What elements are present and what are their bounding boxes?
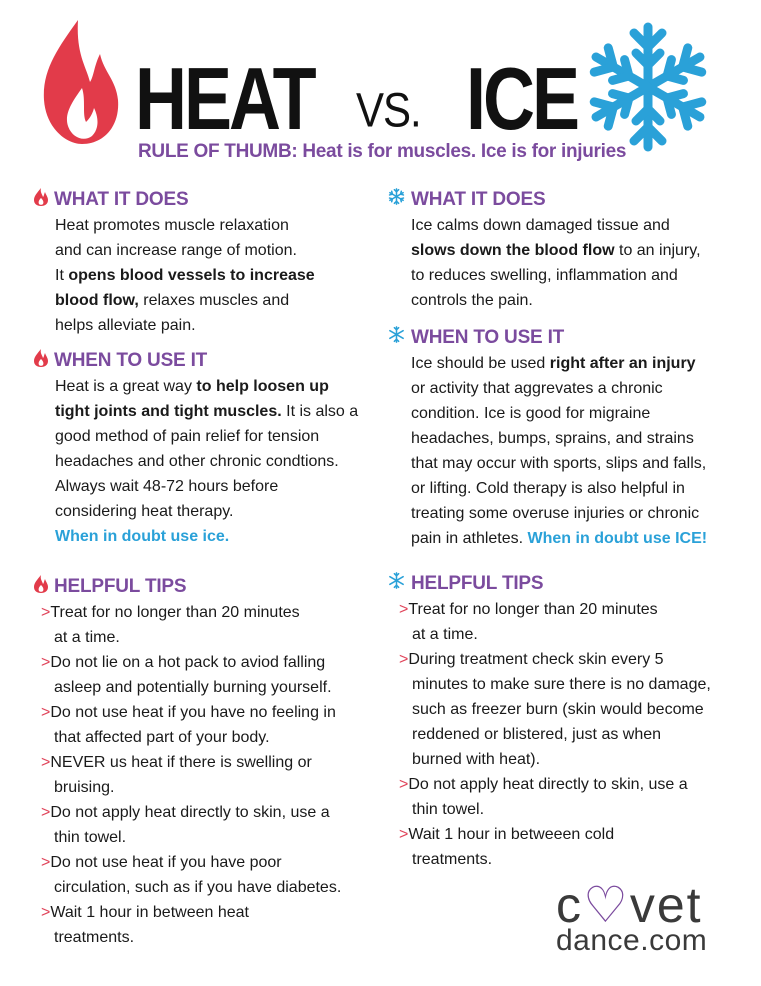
text-line: [55, 474, 358, 499]
text-segment: to an injury,: [614, 242, 701, 259]
text-line: [411, 401, 707, 426]
bold-text: to help loosen up: [196, 378, 329, 395]
text-line: [411, 476, 707, 501]
text-line: [411, 238, 701, 263]
ice-when-to-use-heading: [388, 326, 564, 349]
snowflake-icon: [388, 572, 405, 595]
tip-marker: >: [41, 754, 51, 771]
tip-text: During treatment check skin every 5: [408, 651, 664, 668]
tip-marker: >: [399, 776, 409, 793]
tip-text: Do not apply heat directly to skin, use a: [408, 776, 688, 793]
tip-text-continued: at a time.: [412, 626, 478, 643]
text-line: [411, 426, 707, 451]
flame-icon: [34, 575, 48, 599]
text-line: [55, 238, 315, 263]
ice-when-to-use-body: [411, 351, 707, 551]
ice-what-it-does-body: [411, 213, 701, 313]
text-segment: good method of pain relief for tension: [55, 428, 320, 445]
heading-label: WHEN TO USE IT: [411, 326, 565, 348]
title-heat: HEAT: [135, 51, 314, 149]
tip-text-continued: asleep and potentially burning yourself.: [54, 679, 332, 696]
tip-text: Wait 1 hour in between heat: [50, 904, 249, 921]
heat-what-it-does-body: [55, 213, 315, 338]
text-line: [55, 424, 358, 449]
snowflake-icon-large: [586, 18, 710, 156]
text-line: [411, 213, 701, 238]
bold-text: right after an injury: [549, 355, 696, 372]
title-vs: VS.: [356, 83, 421, 138]
tip-marker: >: [41, 904, 51, 921]
tip-item: [399, 772, 711, 822]
text-line: [411, 288, 701, 313]
heat-tips-list: [41, 600, 341, 950]
tip-text: Do not use heat if you have no feeling in: [50, 704, 336, 721]
tip-marker: >: [399, 826, 409, 843]
text-line: [55, 263, 315, 288]
tip-item: [41, 800, 341, 850]
text-segment: considering heat therapy.: [55, 503, 234, 520]
tip-item: [41, 600, 341, 650]
ice-tips-heading: [388, 572, 543, 595]
text-segment: helps alleviate pain.: [55, 317, 196, 334]
snowflake-icon: [388, 326, 405, 349]
logo-c: c: [556, 877, 583, 933]
logo-domain: dance.com: [556, 924, 708, 957]
text-line: [55, 524, 358, 549]
ice-what-it-does-heading: [388, 188, 545, 211]
text-line: [55, 374, 358, 399]
tip-item: [41, 650, 341, 700]
bold-text: tight joints and tight muscles.: [55, 403, 282, 420]
heading-label: WHEN TO USE IT: [54, 350, 208, 371]
text-segment: Ice calms down damaged tissue and: [411, 217, 670, 234]
highlight-text: When in doubt use ICE!: [527, 530, 708, 547]
text-segment: pain in athletes.: [411, 530, 528, 547]
heading-label: HELPFUL TIPS: [411, 572, 544, 594]
heat-when-to-use-body: [55, 374, 358, 549]
text-segment: and can increase range of motion.: [55, 242, 297, 259]
flame-icon-large: [38, 18, 124, 146]
text-segment: It: [55, 267, 69, 284]
text-line: [55, 449, 358, 474]
tip-text: Do not lie on a hot pack to aviod falling: [50, 654, 326, 671]
text-segment: or activity that aggrevates a chronic: [411, 380, 663, 397]
tip-marker: >: [41, 854, 51, 871]
tip-marker: >: [41, 704, 51, 721]
heading-label: WHAT IT DOES: [411, 188, 546, 210]
text-segment: to reduces swelling, inflammation and: [411, 267, 678, 284]
tip-text-continued: burned with heat).: [412, 751, 541, 768]
bold-text: blood flow,: [55, 292, 139, 309]
heat-tips-heading: [34, 575, 186, 599]
text-segment: or lifting. Cold therapy is also helpful in: [411, 480, 685, 497]
tip-text-continued: that affected part of your body.: [54, 729, 270, 746]
text-line: [411, 501, 707, 526]
flame-icon: [34, 188, 48, 212]
text-segment: that may occur with sports, slips and falls,: [411, 455, 707, 472]
text-line: [411, 376, 707, 401]
tip-text: NEVER us heat if there is swelling or: [50, 754, 312, 771]
text-segment: Heat is a great way: [55, 378, 197, 395]
heat-when-to-use-heading: [34, 349, 207, 373]
tip-marker: >: [41, 604, 51, 621]
text-segment: relaxes muscles and: [138, 292, 290, 309]
text-line: [55, 313, 315, 338]
heading-label: WHAT IT DOES: [54, 189, 189, 210]
heart-icon: ♡: [583, 877, 630, 933]
text-segment: headaches and other chronic condtions.: [55, 453, 339, 470]
heading-label: HELPFUL TIPS: [54, 576, 187, 597]
tip-item: [399, 822, 711, 872]
tip-item: [41, 900, 341, 950]
tip-text: Wait 1 hour in betweeen cold: [408, 826, 615, 843]
text-segment: condition. Ice is good for migraine: [411, 405, 651, 422]
text-segment: headaches, bumps, sprains, and strains: [411, 430, 694, 447]
covet-dance-logo: [556, 877, 726, 957]
text-segment: It is also a: [281, 403, 359, 420]
text-segment: Ice should be used: [411, 355, 550, 372]
flame-icon: [34, 349, 48, 373]
tip-text-continued: minutes to make sure there is no damage,: [412, 676, 711, 693]
tip-text: Do not use heat if you have poor: [50, 854, 282, 871]
tip-marker: >: [399, 651, 409, 668]
tip-text: Treat for no longer than 20 minutes: [408, 601, 658, 618]
tip-text: Do not apply heat directly to skin, use a: [50, 804, 330, 821]
text-line: [55, 213, 315, 238]
bold-text: slows down the blood flow: [411, 242, 615, 259]
text-line: [411, 351, 707, 376]
logo-vet: vet: [629, 877, 703, 933]
ice-tips-list: [399, 597, 711, 872]
text-line: [411, 526, 707, 551]
tip-text-continued: bruising.: [54, 779, 115, 796]
highlight-text: When in doubt use ice.: [55, 528, 230, 545]
tip-text-continued: circulation, such as if you have diabetes.: [54, 879, 342, 896]
text-line: [411, 451, 707, 476]
tip-text-continued: treatments.: [412, 851, 493, 868]
heat-what-it-does-heading: [34, 188, 188, 212]
tip-item: [399, 647, 711, 772]
text-segment: controls the pain.: [411, 292, 533, 309]
text-line: [55, 499, 358, 524]
tip-text-continued: at a time.: [54, 629, 120, 646]
text-line: [55, 399, 358, 424]
tip-text-continued: thin towel.: [412, 801, 485, 818]
tip-marker: >: [41, 804, 51, 821]
tip-item: [399, 597, 711, 647]
text-segment: Always wait 48-72 hours before: [55, 478, 279, 495]
text-line: [55, 288, 315, 313]
tip-text-continued: thin towel.: [54, 829, 127, 846]
bold-text: opens blood vessels to increase: [68, 267, 315, 284]
tip-item: [41, 750, 341, 800]
tip-marker: >: [399, 601, 409, 618]
tip-item: [41, 850, 341, 900]
tip-marker: >: [41, 654, 51, 671]
rule-of-thumb: RULE OF THUMB: Heat is for muscles. Ice is for injuries: [138, 141, 627, 162]
tip-text-continued: treatments.: [54, 929, 135, 946]
tip-text-continued: such as freezer burn (skin would become: [412, 701, 704, 718]
text-segment: treating some overuse injuries or chronic: [411, 505, 700, 522]
text-segment: Heat promotes muscle relaxation: [55, 217, 289, 234]
text-line: [411, 263, 701, 288]
tip-text: Treat for no longer than 20 minutes: [50, 604, 300, 621]
tip-text-continued: reddened or blistered, just as when: [412, 726, 662, 743]
snowflake-icon: [388, 188, 405, 211]
title-ice: ICE: [466, 51, 578, 149]
tip-item: [41, 700, 341, 750]
